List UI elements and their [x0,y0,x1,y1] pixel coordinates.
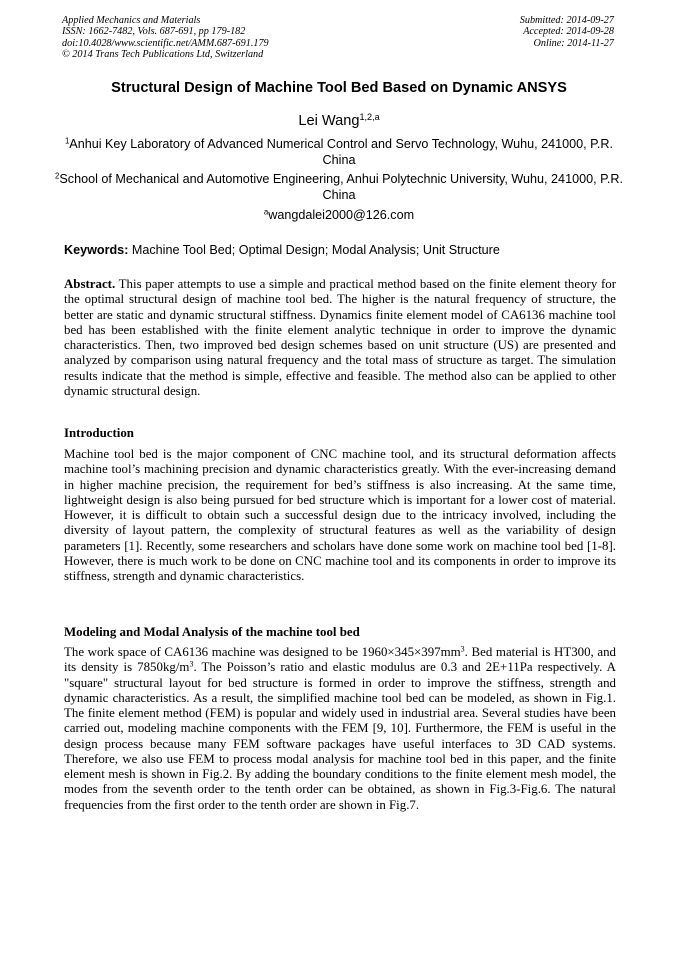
author-marks: 1,2,a [359,112,380,123]
modeling-text-3: . The Poisson’s ratio and elastic modulus are 0.3 and 2E+11Pa respectively. A "square" structural layout for bed structure is formed in order to improve the stiffness, strength and dynamic characteristics. As a result, the simplified machine tool bed can be modeled, as shown in Fig.1. The finite element method (FEM) is popular and widely used in industrial area. Several studies have been carried out, modeling machine components with the FEM [9, 10]. Furthermore, the FEM is useful in the design process because many FEM software packages have useful interfaces to 3D CAD systems. Therefore, we also use FEM to process modal analysis for machine tool bed in this paper, and the finite element mesh is shown in Fig.2. By adding the boundary conditions to the finite element mesh model, the modes from the seventh order to the tenth order can be obtained, as shown in Fig.3-Fig.6. The natural frequencies from the first order to the tenth order are shown in Fig.7. [64,660,616,812]
author-email [40,208,638,222]
accepted-date: Accepted: 2014-09-28 [523,26,614,38]
affiliation-2 [52,172,626,203]
dates-header [520,15,614,49]
abstract-paragraph [64,277,616,399]
modeling-heading: Modeling and Modal Analysis of the machine tool bed [64,625,360,639]
email-mark: a [263,207,269,217]
modeling-paragraph [64,645,616,813]
abstract-label: Abstract. [64,277,116,291]
affiliation-1-text: Anhui Key Laboratory of Advanced Numerical Control and Servo Technology, Wuhu, 241000, P.R. China [69,137,614,167]
keywords-line [64,243,616,257]
email-text: wangdalei2000@126.com [268,208,415,222]
submitted-date: Submitted: 2014-09-27 [519,15,614,26]
affiliation-1 [52,137,626,168]
author-name: Lei Wang [298,113,360,129]
copyright-line: © 2014 Trans Tech Publications Ltd, Switzerland [62,49,264,61]
abstract-text: This paper attempts to use a simple and practical method based on the finite element theory for the optimal structural design of machine tool bed. The higher is the natural frequency of structure, the better are static and dynamic structural stiffness. Dynamics finite element model of CA6136 machine tool bed has been established with the finite element analytic technique in order to improve the dynamic characteristics. Then, two improved bed design schemes based on unit structure (US) are presented and analyzed by comparison using natural frequency and the total mass of structure as target. The simulation results indicate that the method is simple, effective and feasible. The method also can be applied to other dynamic structural design. [64,277,616,398]
modeling-sup-2: 3 [189,659,194,669]
affiliation-2-mark: 2 [55,171,60,181]
paper-title: Structural Design of Machine Tool Bed Based on Dynamic ANSYS [111,80,567,96]
affiliation-2-text: School of Mechanical and Automotive Engineering, Anhui Polytechnic University, Wuhu, 241000, P.R. China [59,172,623,202]
keywords-label: Keywords: [64,243,129,257]
doi-line: doi:10.4028/www.scientific.net/AMM.687-691.179 [62,37,269,49]
modeling-text-2: . Bed material is HT300, and its density is 7850kg/m [64,645,616,675]
issn-line: ISSN: 1662-7482, Vols. 687-691, pp 179-182 [62,26,246,38]
affiliation-1-mark: 1 [64,136,70,146]
modeling-text-1: The work space of CA6136 machine was designed to be 1960×345×397mm [64,645,461,659]
introduction-paragraph: Machine tool bed is the major component of CNC machine tool, and its structural deformation affects machine tool’s machining precision and dynamic characteristics greatly. With the ever-increasing demand in higher machine precision, the requirement for bed’s stiffness is also increasing. At the same time, lightweight design is also being pursued for bed structure which is important for a lower cost of material. However, it is difficult to obtain such a successful design due to the intricacy involved, including the diversity of layout pattern, the complexity of structural features as well as the variability of design parameters [1]. Recently, some researchers and scholars have done some work on machine tool bed [1-8]. However, there is much work to be done on CNC machine tool and its components in order to improve its stiffness, strength and dynamic characteristics. [64,447,616,583]
introduction-heading: Introduction [64,426,134,440]
online-date: Online: 2014-11-27 [533,37,614,49]
modeling-sup-1: 3 [460,644,465,654]
author-line [40,113,638,129]
journal-name: Applied Mechanics and Materials [62,15,201,26]
keywords-text: Machine Tool Bed; Optimal Design; Modal Analysis; Unit Structure [131,243,500,257]
journal-header [62,15,269,61]
